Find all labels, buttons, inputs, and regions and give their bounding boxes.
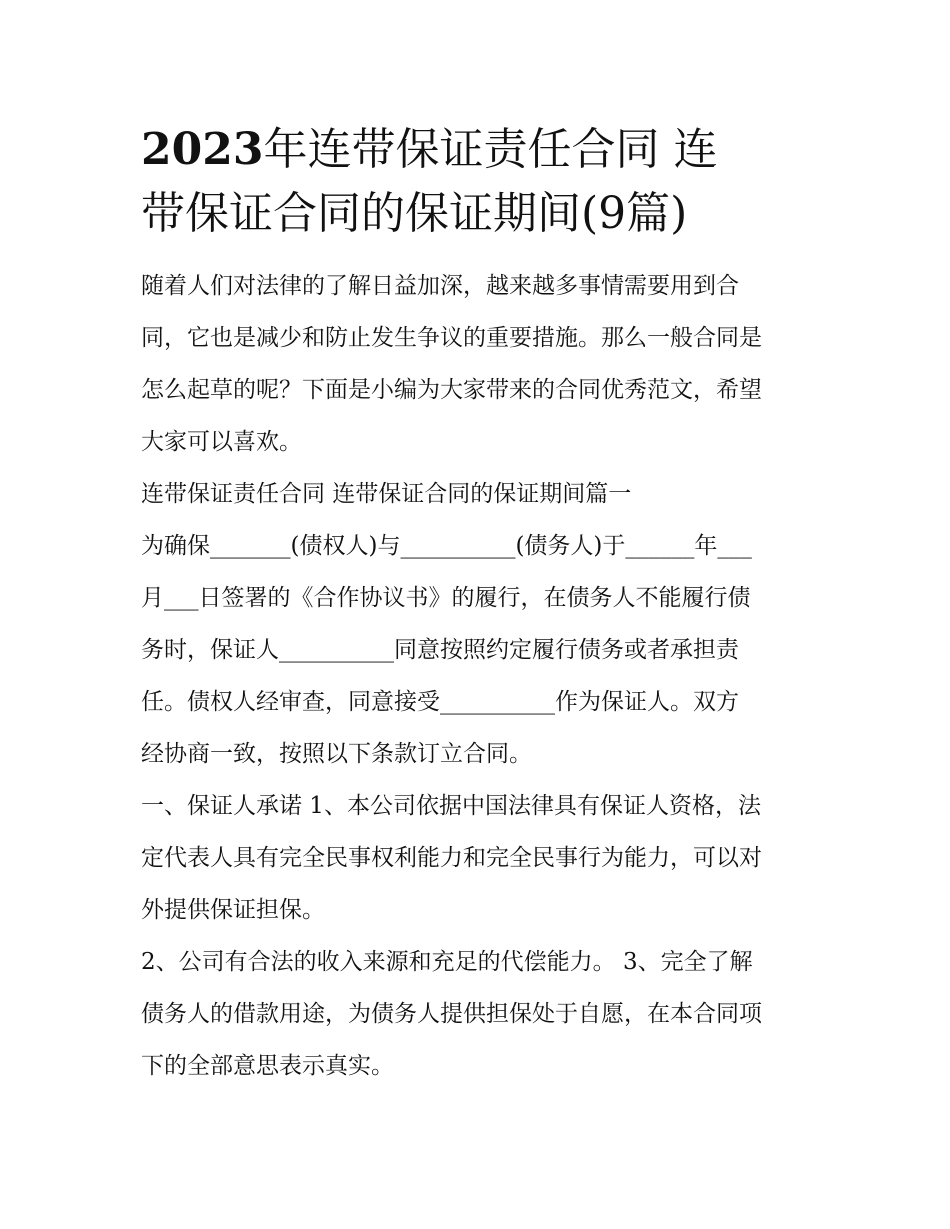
intro-paragraph [141, 260, 821, 468]
text-line: 任。债权人经审查，同意接受__________作为保证人。双方 [141, 689, 739, 715]
document-page [141, 118, 821, 1092]
text-line: 为确保_______(债权人)与__________(债务人)于______年___ [141, 533, 752, 559]
text-line: 2、公司有合法的收入来源和充足的代偿能力。 3、完全了解 [141, 949, 753, 975]
commitment-items-paragraph [141, 936, 821, 1092]
text-line: 怎么起草的呢？下面是小编为大家带来的合同优秀范文，希望 [141, 377, 762, 403]
guarantor-commitment-paragraph [141, 780, 821, 936]
text-line: 大家可以喜欢。 [141, 429, 302, 455]
text-line: 经协商一致，按照以下条款订立合同。 [141, 741, 532, 767]
title-line-1: 2023年连带保证责任合同 连 [141, 124, 718, 175]
text-line: 连带保证责任合同 连带保证合同的保证期间篇一 [141, 481, 632, 507]
text-line: 债务人的借款用途，为债务人提供担保处于自愿，在本合同项 [141, 1001, 762, 1027]
text-line: 定代表人具有完全民事权利能力和完全民事行为能力，可以对 [141, 845, 762, 871]
section-heading [141, 468, 821, 520]
text-line: 一、保证人承诺 1、本公司依据中国法律具有保证人资格，法 [141, 793, 761, 819]
text-line: 务时，保证人__________同意按照约定履行债务或者承担责 [141, 637, 739, 663]
title-line-2: 带保证合同的保证期间(9篇) [141, 188, 688, 239]
text-line: 同，它也是减少和防止发生争议的重要措施。那么一般合同是 [141, 325, 762, 351]
text-line: 下的全部意思表示真实。 [141, 1053, 394, 1079]
document-title [141, 118, 821, 246]
text-line: 外提供保证担保。 [141, 897, 325, 923]
title-year: 2023 [141, 124, 264, 175]
text-line: 月___日签署的《合作协议书》的履行，在债务人不能履行债 [141, 585, 751, 611]
text-line: 随着人们对法律的了解日益加深，越来越多事情需要用到合 [141, 273, 739, 299]
contract-paragraph [141, 520, 821, 780]
